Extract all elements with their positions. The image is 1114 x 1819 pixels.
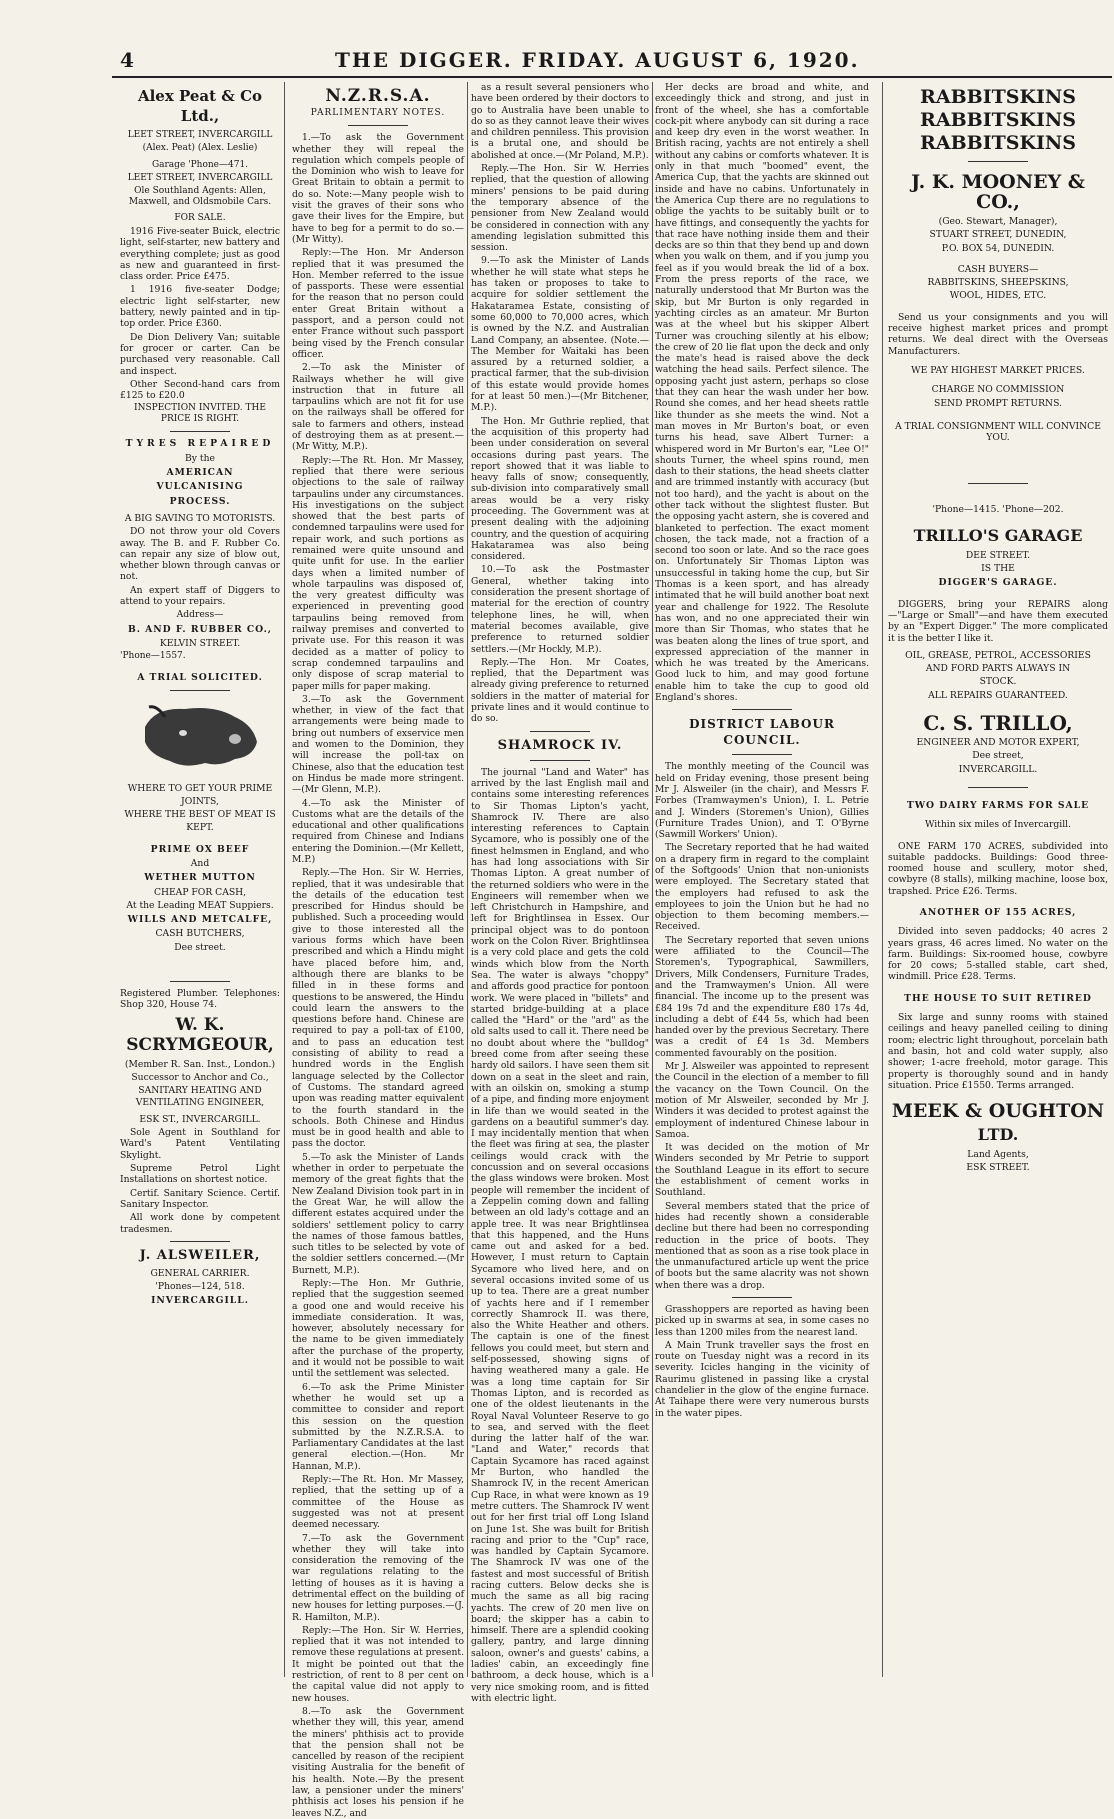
article-paragraph: A Main Trunk traveller says the frost en route on Tuesday night was a record in its severity. Icicles hanging in the vicinity of Raurimu glistened in passing like a crystal chandelier in the glow of the engine furnace. At Taihape there were very numerous bursts in the water pipes.	[655, 1339, 869, 1419]
article-paragraph: Reply.—The Hon. Sir W. Herries replied, that the question of allowing miners' pensions to be paid during the temporary absence of the pensioner from New Zealand would be considered in connection with any amending legislation submitted this session.	[471, 163, 649, 254]
meat-and: And	[190, 857, 210, 869]
article-paragraph: Reply.—The Hon. Sir W. Herries, replied, that it was undesirable that the details of the education test prescribed for Hindus should be published. Such a proceeding would give to those interested all the various forms which have been prescribed and which a Hindu might have placed before him, and, although there are blanks to be filled in in these forms and questions to be answered, the Hindu could learn the answers to the questions before hand. Chinese are required to pay a poll-tax of £100, and to pass an education test consisting of ability to read a hundred words in the English language selected by the Collector of Customs. The standard agreed upon was reading matter equivalent to the fourth standard in the schools. Both Chinese and Hindus must be in good health and able to pass the doctor.	[292, 867, 464, 1150]
mooney-trial: A TRIAL CONSIGNMENT WILL CONVINCE YOU.	[895, 420, 1101, 444]
column-parliamentary-notes	[292, 82, 464, 1819]
mooney-charge: CHARGE NO COMMISSION	[931, 384, 1065, 396]
mooney-street: STUART STREET, DUNEDIN,	[929, 229, 1067, 241]
meek-ltd: LTD.	[977, 1125, 1019, 1145]
trillo-is-the: IS THE	[981, 563, 1015, 575]
meat-joints: JOINTS,	[181, 795, 219, 807]
dairy-heading: TWO DAIRY FARMS FOR SALE	[906, 799, 1090, 811]
shamrock-body	[471, 767, 649, 1705]
rabbitskins-3: RABBITSKINS	[920, 132, 1076, 154]
carrier-title: GENERAL CARRIER.	[150, 1267, 250, 1279]
rabbitskins-1: RABBITSKINS	[920, 86, 1076, 108]
meek-name: MEEK & OUGHTON	[891, 1100, 1105, 1123]
house-details: Six large and sunny rooms with stained ceilings and heavy panelled ceiling to dining room; electric light throughout, porcelain bath and basin, hot and cold water supply, also shower; 1-acre freehold, motor garage. This property is thoroughly sound and in handy situation. Price £1550. Terms arranged.	[888, 1012, 1108, 1091]
article-paragraph: 10.—To ask the Postmaster General, whether taking into consideration the present shortage of material for the erection of country telephone lines, he will, when material becomes available, give preference to returned soldier settlers.—(Mr Hockly, M.P.).	[471, 564, 649, 655]
masthead	[0, 0, 1114, 78]
article-paragraph: Reply:—The Hon. Mr Guthrie, replied that the suggestion seemed a good one and would receive his immediate consideration. It was, however, absolutely necessary for the name to be given immediately after the purchase of the property, and it would not be possible to wait until the settlement was selected.	[292, 1277, 464, 1380]
divider	[530, 760, 590, 761]
article-paragraph: Grasshoppers are reported as having been picked up in swarms at sea, in some cases no less than 1200 miles from the nearest land.	[655, 1303, 869, 1338]
trillo-dee: DEE STREET.	[965, 549, 1031, 561]
tyres-body: DO not throw your old Covers away. The B. and F. Rubber Co. can repair any size of blow out, whether blown through canvas or not.	[120, 526, 280, 583]
column-labour-council	[655, 82, 869, 1677]
meat-best: WHERE THE BEST OF MEAT IS	[124, 809, 276, 821]
masthead-rule	[112, 76, 1112, 78]
tyres-by-the: By the	[185, 452, 215, 464]
plumber-sanitary: SANITARY HEATING AND VENTILATING ENGINEER,	[135, 1085, 265, 1108]
divider	[968, 787, 1028, 788]
nzrsa-continued	[471, 82, 649, 725]
tyres-company: B. AND F. RUBBER CO.,	[127, 623, 273, 635]
article-paragraph: The monthly meeting of the Council was held on Friday evening, those present being Mr J. Alsweiler (in the chair), and Messrs F. Forbes (Tramwaymen's Union), I. L. Petrie and J. Winders (Storemen's Union), Gillies (Furniture Trades Union), and T. O'Byrne (Sawmill Workers' Union).	[655, 761, 869, 841]
carrier-phones: 'Phones—124, 518.	[155, 1281, 245, 1293]
trillo-deest: Dee street,	[972, 750, 1024, 762]
trillo-stock: STOCK.	[979, 676, 1017, 688]
dairy-farm1: ONE FARM 170 ACRES, subdivided into suitable paddocks. Buildings: Good three-roomed house and scullery, motor shed, cowbyre (8 stalls), milking machine, loose box, trapshed. Price £26. Terms.	[888, 840, 1108, 897]
article-paragraph: 9.—To ask the Minister of Lands whether he will state what steps he has taken or proposes to take to acquire for soldier settlement the Hakataramea Estate, consisting of some 60,000 to 70,000 acres, which is owned by the N.Z. and Australian Land Company, an absentee. (Note.—The Member for Waitaki has been assured by a returned soldier, a practical farmer, that the sub-division of this estate would provide homes for at least 50 men.)—(Mr Bitchener, M.P.).	[471, 255, 649, 414]
divider	[348, 125, 408, 126]
trillo-oil: OIL, GREASE, PETROL, ACCESSORIES	[905, 649, 1091, 661]
article-paragraph: 8.—To ask the Government whether they will, this year, amend the miners' phthisis act to provide that the pension shall not be cancelled by reason of the recipient visiting Australia for the benefit of his health. Note.—By the present law, a pensioner under the miners' phthisis act loses his pension if he leaves N.Z., and	[292, 1705, 464, 1819]
meat-where: WHERE TO GET YOUR PRIME	[127, 782, 273, 794]
tyres-process: PROCESS.	[169, 495, 231, 507]
dairy-another: ANOTHER OF 155 ACRES,	[919, 906, 1077, 918]
plumber-member: (Member R. San. Inst., London.)	[124, 1058, 276, 1070]
tyres-street: KELVIN STREET.	[159, 637, 241, 649]
trillo-repairs: ALL REPAIRS GUARANTEED.	[928, 689, 1068, 701]
news-items	[655, 1304, 869, 1419]
plumber-certif: Certif. Sanitary Science. Certif. Sanitary Inspector.	[120, 1187, 280, 1210]
article-paragraph: The journal "Land and Water" has arrived by the last English mail and contains some interesting references to Sir Thomas Lipton's yacht, Shamrock IV. There are also interesting references to Captain Sycamore, who is possibly one of the finest helmsmen in England, and who has had long associations with Sir Thomas Lipton. A great number of the returned soldiers who were in the Engineers will remember when we left Christchurch in Hampshire, and left for Brightlinsea in Essex. Our principal object was to do pontoon work on the Colon River. Brightlinsea is a very cold place and gets the cold winds which blow from the North Sea. The water is always "choppy" and affords good practice for pontoon work. We were placed in "billets" and started bridge-building at a place called the "Hard" or the "ard" as the old salts used to call it. There need be no doubt about where the "bulldog" breed come from after seeing these hardy old sailors. I have seen them sit down on a seat in the sleet and rain, with an oilskin on, smoking a stump of a pipe, and finding more enjoyment in life than we would seated in the gardens on a beautiful summer's day. I may incidentally mention that when the fleet was firing at sea, the plaster ceilings would crack with the concussion and on several occasions the glass windows were broken. Most people will remember the incident of a Zeppelin coming down and falling between an old lady's cottage and an apple tree. It was near Brightlinsea that this happened, and the Huns came out and asked for a bed. However, I must return to Captain Sycamore who lived here, and on several occasions invited some of us up to tea. There are a great number of yachts here and if I remember correctly Shamrock II. was there, also the White Heather and others. The captain is one of the finest fellows you could meet, but stern and self-possessed, showing signs of having weathered many a gale. He was a long time captain for Sir Thomas Lipton, and is recorded as one of the oldest lieutenants in the Royal Naval Volunteer Reserve to go to sea, and served with the fleet during the latter half of the war. "Land and Water," records that Captain Sycamore has raced against Mr Burton, who handled the Shamrock IV, in the recent American Cup Race, in what were known as 19 metre cutters. The Shamrock IV went out for her first trial off Long Island on June 1st. She was built for British racing and prior to the "Cup" race, was handled by Captain Sycamore. The Shamrock IV was one of the fastest and most successful of British racing cutters. Below decks she is much the same as all big racing yachts. The crew of 20 men live on board; the skipper has a cabin to himself. There are a splendid cooking gallery, pantry, and large dinning saloon, owner's and guests' cabins, a ladies' cabin, an exceedingly fine bathroom, a deck house, which is a very nice smoking room, and is fitted with electric light.	[471, 766, 649, 1704]
meat-butchers: CASH BUTCHERS,	[155, 928, 245, 940]
article-paragraph: 6.—To ask the Prime Minister whether he would set up a committee to consider and report this session on the question submitted by the N.Z.R.S.A. to Parliamentary Candidates at the last general election.—(Hon. Mr Hannan, M.P.).	[292, 1381, 464, 1472]
tyres-vulcanising: VULCANISING	[156, 481, 244, 493]
house-heading: THE HOUSE TO SUIT RETIRED	[904, 992, 1092, 1004]
mooney-manager: (Geo. Stewart, Manager),	[938, 216, 1058, 227]
nzrsa-heading: N.Z.R.S.A.	[325, 86, 431, 106]
peat-name: Alex Peat & Co Ltd.,	[137, 87, 263, 125]
article-paragraph: 3.—To ask the Government whether, in view of the fact that arrangements were being made to bring out numbers of exservice men and women to the Dominion, they will increase the poll-tax on Chinese, also that the education test on Hindus be made more stringent.—(Mr Glenn, M.P.).	[292, 693, 464, 796]
meek-esk: ESK STREET.	[966, 1162, 1030, 1174]
divider	[170, 690, 230, 691]
plumber-successor: Successor to Anchor and Co.,	[131, 1071, 269, 1083]
nzrsa-body	[292, 132, 464, 1819]
peat-street: LEET STREET, INVERCARGILL	[127, 130, 273, 140]
trillo-name: C. S. TRILLO,	[923, 711, 1073, 736]
tyres-staff: An expert staff of Diggers to attend to your repairs.	[120, 584, 280, 608]
peat-buick: 1916 Five-seater Buick, electric light, self-starter, new battery and everything complete; just as good as new and guaranteed in first-class order. Price £475.	[120, 226, 280, 283]
meat-wether: WETHER MUTTON	[144, 872, 256, 884]
column-divider	[467, 82, 468, 1677]
divider	[732, 754, 792, 755]
peat-inspection: INSPECTION INVITED. THE PRICE IS RIGHT.	[134, 403, 266, 425]
trillo-phones: 'Phone—1415. 'Phone—202.	[932, 504, 1064, 516]
nzrsa-subheading: PARLIMENTARY NOTES.	[310, 108, 446, 118]
tyres-trial: A TRIAL SOLICITED.	[137, 672, 263, 684]
plumber-sole: Sole Agent in Southland for Ward's Patent Ventilating Skylight.	[120, 1127, 280, 1161]
meat-cheap: CHEAP FOR CASH,	[153, 886, 247, 898]
meat-ox: PRIME OX BEEF	[150, 843, 250, 855]
tyres-phone: 'Phone—1557.	[120, 651, 186, 662]
article-paragraph: Reply:—The Rt. Hon. Mr Massey, replied, that the setting up of a committee of the House as suggested was not at present deemed necessary.	[292, 1474, 464, 1531]
mooney-prompt: SEND PROMPT RETURNS.	[934, 397, 1062, 409]
peat-partners: (Alex. Peat) (Alex. Leslie)	[142, 143, 258, 153]
trillo-ford: AND FORD PARTS ALWAYS IN	[925, 663, 1071, 675]
article-paragraph: Reply.—The Hon. Mr Coates, replied, that the Department was already giving preference to returned soldiers in the matter of material for private lines and it would continue to do so.	[471, 656, 649, 725]
newspaper-title: THE DIGGER. FRIDAY. AUGUST 6, 1920.	[335, 48, 860, 72]
peat-agents: Ole Southland Agents: Allen, Maxwell, and Oldsmobile Cars.	[128, 186, 272, 207]
article-paragraph: Several members stated that the price of hides had recently shown a considerable decline but there had been no corresponding reduction in the price of boots. They mentioned that as soon as a rise took place in the unmanufactured article up went the price of boots but the same alacrity was not shown when there was a drop.	[655, 1200, 869, 1291]
mooney-skins: RABBITSKINS, SHEEPSKINS,	[927, 277, 1069, 289]
labour-body	[655, 761, 869, 1291]
divider	[170, 431, 230, 432]
meat-leading: At the Leading MEAT Suppiers.	[126, 899, 274, 911]
divider	[732, 1297, 792, 1298]
article-paragraph: 2.—To ask the Minister of Railways whether he will give instruction that in future all tarpaulins which are not fit for use on the railways shall be offered for sale to farmers and others, instead of destroying them as at present.—(Mr Witty, M.P.).	[292, 362, 464, 453]
meat-kept: KEPT.	[186, 822, 214, 834]
shamrock-continued	[655, 82, 869, 703]
article-paragraph: It was decided on the motion of Mr Winders seconded by Mr Petrie to support the Southland League in its effort to secure the establishment of cement works in Southland.	[655, 1142, 869, 1199]
article-paragraph: 5.—To ask the Minister of Lands whether in order to perpetuate the memory of the great fights that the New Zealand Division took part in in the Great War, he will allow the different estates acquired under the soldiers' settlement policy to carry the names of those famous battles, such titles to be selected by vote of the soldier settlers concerned.—(Mr Burnett, M.P.).	[292, 1151, 464, 1276]
divider	[968, 483, 1028, 484]
divider	[530, 731, 590, 732]
mooney-box: P.O. BOX 54, DUNEDIN.	[941, 242, 1055, 254]
mooney-buyers: CASH BUYERS—	[957, 263, 1039, 275]
page-number: 4	[120, 48, 134, 72]
trillo-engineer: ENGINEER AND MOTOR EXPERT,	[916, 737, 1080, 749]
tyres-american: AMERICAN	[166, 467, 234, 479]
article-paragraph: 1.—To ask the Government whether they will repeal the regulation which compels people of the Dominion who wish to leave for Great Britain to obtain a permit to do so. Note:—Many people wish to visit the graves of their sons who gave their lives for the Empire, but have to beg for a permit to do so.—(Mr Witty).	[292, 132, 464, 245]
divider	[170, 981, 230, 982]
ox-head-icon	[135, 697, 265, 777]
article-paragraph: The Secretary reported that he had waited on a drapery firm in regard to the complaint of the Softgoods' Union that non-unionists were employed. The Secretary stated that the employers had refused to ask the employees to join the Union but he had no objection to them becoming members.—Received.	[655, 842, 869, 933]
column-divider	[652, 82, 653, 1677]
article-paragraph: Mr J. Alsweiler was appointed to represent the Council in the election of a member to fill the vacancy on the Town Council. On the motion of Mr Alsweiler, seconded by Mr J. Winders it was decided to protest against the employment of indentured Chinese labour in Samoa.	[655, 1061, 869, 1140]
article-paragraph: Reply:—The Hon. Mr Anderson replied that it was presumed the Hon. Member referred to the issue of passports. These were essential for the reason that no person could enter Great Britain without a passport, and a person could not enter France without such passport being vised by the French consular officer.	[292, 247, 464, 360]
divider	[968, 161, 1028, 162]
article-paragraph: The Hon. Mr Guthrie replied, that the acquisition of this property had been under consideration on several occasions during past years. The report showed that it was liable to heavy falls of snow; consequently, sub-division into comparatively small areas would be a very risky proceeding. The Government was at present dealing with the adjoining country, and the question of acquiring Hakataramea was also being considered.	[471, 415, 649, 563]
divider	[170, 1241, 230, 1242]
meat-dee: Dee street.	[174, 941, 226, 953]
peat-for-sale: FOR SALE.	[174, 213, 226, 223]
plumber-petrol: Supreme Petrol Light Installations on shortest notice.	[120, 1163, 280, 1186]
article-paragraph: as a result several pensioners who have been ordered by their doctors to go to Australia have been unable to do so as they cannot leave their wives and children penniless. This provision is a brutal one, and should be abolished at once.—(Mr Poland, M.P.).	[471, 82, 649, 161]
tyres-address-label: Address—	[176, 609, 224, 621]
trillo-bring: DIGGERS, bring your REPAIRS along —"Large or Small"—and have them executed by an "Expert Digger." The more complicated it is the better I like it.	[888, 598, 1108, 644]
labour-heading: DISTRICT LABOUR COUNCIL.	[689, 717, 835, 748]
dairy-farm2: Divided into seven paddocks; 40 acres 2 years grass, 46 acres limed. No water on the farm. Buildings: Six-roomed house, cowbyre for 20 cows; 5-stalled stable, cart shed, windmill. Price £28. Terms.	[888, 926, 1108, 983]
peat-garage-phone: Garage 'Phone—471.	[151, 160, 249, 170]
mooney-wool: WOOL, HIDES, ETC.	[949, 290, 1047, 302]
mooney-send: Send us your consignments and you will receive highest market prices and prompt returns. We deal direct with the Overseas Manufacturers.	[888, 311, 1108, 357]
article-paragraph: Reply:—The Hon. Sir W. Herries, replied that it was not intended to remove these regulations at present. It might be pointed out that the restriction, of rent to 8 per cent on the capital value did not apply to new houses.	[292, 1624, 464, 1704]
divider	[732, 709, 792, 710]
column-divider	[882, 82, 883, 1677]
meat-wills: WILLS AND METCALFE,	[127, 914, 273, 926]
column-shamrock	[471, 82, 649, 1704]
dairy-within: Within six miles of Invercargill.	[924, 819, 1072, 831]
meek-agents: Land Agents,	[967, 1149, 1029, 1161]
article-paragraph: Her decks are broad and white, and exceedingly thick and strong, and just in front of the wheel, she has a comfortable cock-pit where anybody can sit during a race and keep dry even in the worst weather. In British racing, yachts are not entirely a shell without any cabins or comforts whatever. It is only in that much "boomed" event, the America Cup, that the yachts are skinned out inside and have no cabins. Unfortunately in the America Cup there are no regulations to oblige the yachts to be suitably built or to have fittings, and consequently the yachts for that race have nothing inside them and their decks are so thin that they bend up and down when you walk on them, and if you jump you feel as if you would break the lid of a box. From the press reports of the race, we naturally understood that Mr Burton was the skip, but Mr Burton is only regarded in yachting circles as an amateur. Mr Burton was at the wheel but his skipper Albert Turner was crouching silently at his elbow; the crew of 20 lie flat upon the deck and only the mate's head is raised above the deck watching the head sails. Perfect silence. The opposing yacht just astern, perhaps so close that they can hear the wash under her bow. Round she comes, and her head sheets rattle like thunder as she meets the wind. Not a man moves in Mr Burton's boat, or even turns his head, save Albert Turner: a whispered word in Mr Burton's ear, "Lee O!" shouts Turner, the wheel spins round, men dash to their stations, the head sheets clatter and are trimmed instantly with accuracy (but not too hard), and the yacht is about on the other tack without the slightest fluster. But the opposing yacht astern, she is covered and blanketed to perfection. The exact moment chosen, the tack made, not a fraction of a second too soon or late. And so the race goes on. Unfortunately Sir Thomas Lipton was unsuccessful in taking home the cup, but Sir Thomas is a keen sport, and has already intimated that he will build another boat next year and challenge for 1922. The Resolute has won, and no one appreciated their win more than Sir Thomas, who states that he was beaten along the lines of true sport, and expressed appreciation of the manner in which he was treated by the Americans. Good luck to him, and may good fortune enable him to take the cup to good old England's shores.	[655, 82, 869, 704]
shamrock-heading: SHAMROCK IV.	[497, 737, 623, 753]
column-advertisements-right	[888, 82, 1108, 1677]
mooney-pay: WE PAY HIGHEST MARKET PRICES.	[911, 364, 1085, 376]
plumber-work: All work done by competent tradesmen.	[120, 1212, 280, 1235]
tyres-saving: A BIG SAVING TO MOTORISTS.	[124, 512, 276, 524]
article-paragraph: 7.—To ask the Government whether they will take into consideration the removing of the war regulations relating to the letting of houses as it is having a detrimental effect on the building of new houses for letting purposes.—(J. R. Hamilton, M.P.).	[292, 1532, 464, 1623]
plumber-esk: ESK ST., INVERCARGILL.	[139, 1113, 261, 1125]
column-advertisements-left	[120, 82, 280, 1677]
peat-street2: LEET STREET, INVERCARGILL	[127, 173, 273, 183]
rabbitskins-2: RABBITSKINS	[920, 109, 1076, 131]
plumber-name: W. K. SCRYMGEOUR,	[126, 1014, 274, 1055]
trillo-garage: TRILLO'S GARAGE	[913, 525, 1083, 545]
plumber-reg: Registered Plumber. Telephones: Shop 320, House 74.	[120, 988, 280, 1011]
peat-other: Other Second-hand cars from £125 to £20.0	[120, 378, 280, 402]
carrier-name: J. ALSWEILER,	[139, 1247, 261, 1263]
trillo-diggers: DIGGER'S GARAGE.	[938, 577, 1058, 589]
article-paragraph: The Secretary reported that seven unions were affiliated to the Council—The Storemen's, Typographical, Sawmillers, Drivers, Milk Condensers, Furniture Trades, and the Tramwaymen's Union. All were financial. The income up to the present was £84 19s 7d and the expenditure £80 17s 4d, including a debt of £44 5s, which had been handed over by the previous Secretary. There was a credit of £4 1s 3d. Members commented favourably on the position.	[655, 934, 869, 1059]
tyres-heading: TYRES REPAIRED	[125, 438, 275, 450]
trillo-inv: INVERCARGILL.	[958, 763, 1038, 775]
article-paragraph: 4.—To ask the Minister of Customs what are the details of the educational and other qualifications required from Chinese and Indians entering the Dominion.—(Mr Kellett, M.P.)	[292, 797, 464, 865]
carrier-city: INVERCARGILL.	[151, 1295, 249, 1307]
column-divider	[284, 82, 285, 1677]
mooney-name: J. K. MOONEY & CO.,	[911, 171, 1085, 213]
peat-dodge: 1 1916 five-seater Dodge; electric light self-starter, new battery, newly painted and in tip-top order. Price £360.	[120, 284, 280, 330]
peat-dedion: De Dion Delivery Van; suitable for grocer or carter. Can be purchased very reasonable. Call and inspect.	[120, 331, 280, 377]
article-paragraph: Reply:—The Rt. Hon. Mr Massey, replied that there were serious objections to the sale of railway tarpaulins under any circumstances. His investigations on the subject showed that the best parts of condemned tarpaulins were used for repair work, and such portions as remained were quite unsound and quite unfit for use. In the earlier days when a limited number of whole tarpaulins was disposed of, the very greatest difficulty was experienced in preventing good tarpaulins being removed from railway premises and converted to private use. For this reason it was decided as a matter of policy to scrap condemned tarpaulins and only dispose of scrap material to paper mills for paper making.	[292, 454, 464, 692]
